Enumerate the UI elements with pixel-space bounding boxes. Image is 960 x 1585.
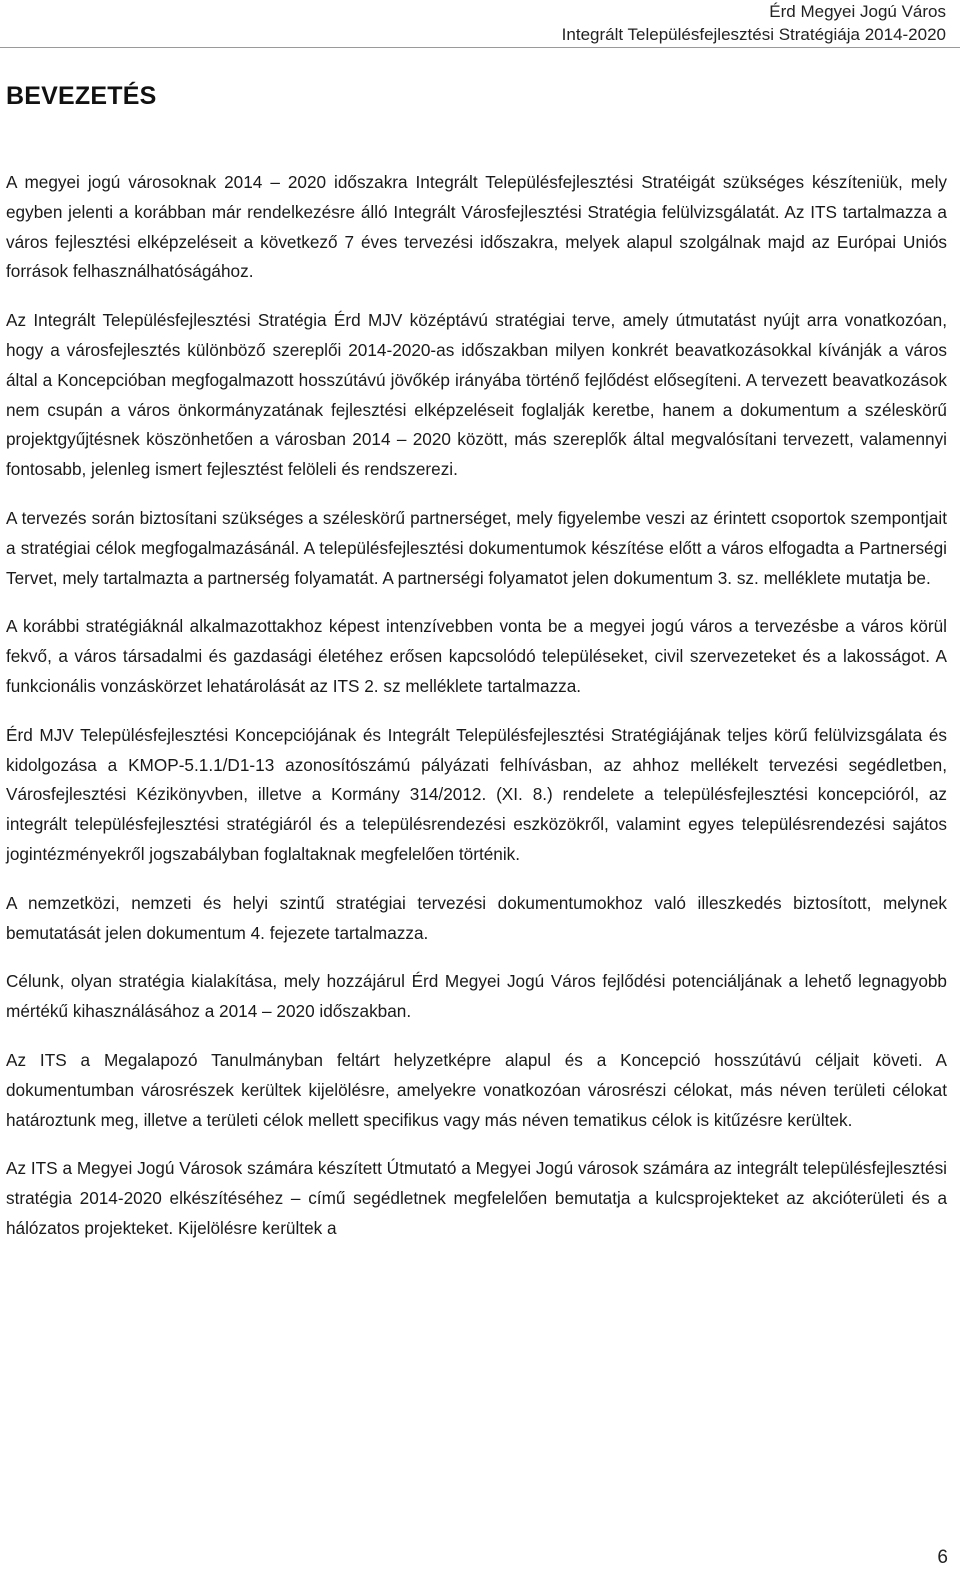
paragraph: Az Integrált Településfejlesztési Stratégia Érd MJV középtávú stratégiai terve, amely útmutatást nyújt arra vonatkozóan, hogy a városfejlesztés különböző szereplői 2014-2020-as időszakban milyen konkrét beavatkozásokkal kívánják a város által a Koncepcióban megfogalmazott hosszútávú jövőkép irányába történő fejlődést elősegíteni. A tervezett beavatkozások nem csupán a város önkormányzatának fejlesztési elképzeléseit foglalják keretbe, hanem a dokumentum a széleskörű projektgyűjtésnek köszönhetően a városban 2014 – 2020 között, más szereplők által megvalósítani tervezett, valamennyi fontosabb, jelenleg ismert fejlesztést felöleli és rendszerezi. bbox=[6, 310, 947, 480]
document-body bbox=[6, 168, 947, 1263]
paragraph: A tervezés során biztosítani szükséges a széleskörű partnerséget, mely figyelembe veszi az érintett csoportok szempontjait a stratégiai célok megfogalmazásánál. A településfejlesztési dokumentumok készítése előtt a város elfogadta a Partnerségi Tervet, mely tartalmazta a partnerség folyamatát. A partnerségi folyamatot jelen dokumentum 3. sz. melléklete mutatja be. bbox=[6, 507, 947, 588]
section-title: BEVEZETÉS bbox=[6, 82, 157, 110]
paragraph: Célunk, olyan stratégia kialakítása, mely hozzájárul Érd Megyei Jogú Város fejlődési potenciáljának a lehető legnagyobb mértékű kihasználásához a 2014 – 2020 időszakban. bbox=[6, 971, 947, 1022]
page-header bbox=[0, 0, 960, 48]
header-document-title: Integrált Településfejlesztési Stratégiája 2014-2020 bbox=[561, 25, 946, 44]
paragraph: Az ITS a Megyei Jogú Városok számára készített Útmutató a Megyei Jogú városok számára az integrált településfejlesztési stratégia 2014-2020 elkészítéséhez – című segédletnek megfelelően bemutatja a kulcsprojekteket az akcióterületi és a hálózatos projekteket. Kijelölésre kerültek a bbox=[6, 1158, 947, 1238]
paragraph: Érd MJV Településfejlesztési Koncepciójának és Integrált Településfejlesztési Stratégiájának teljes körű felülvizsgálata és kidolgozása a KMOP-5.1.1/D1-13 azonosítószámú pályázati felhívásban, az ahhoz mellékelt tervezési segédletben, Városfejlesztési Kézikönyvben, illetve a Kormány 314/2012. (XI. 8.) rendelete a településfejlesztési koncepcióról, az integrált településfejlesztési stratégiáról és a településrendezési eszközökről, valamint egyes településrendezési sajátos jogintézményekről jogszabályban foglaltaknak megfelelően történik. bbox=[6, 724, 947, 864]
paragraph: A megyei jogú városoknak 2014 – 2020 időszakra Integrált Településfejlesztési Stratéigát szükséges készíteniük, mely egyben jelenti a korábban már rendelkezésre álló Integrált Városfejlesztési Stratégia felülvizsgálatát. Az ITS tartalmazza a város fejlesztési elképzeléseit a következő 7 éves tervezési időszakra, melyek alapul szolgálnak majd az Európai Uniós források felhasználhatóságához. bbox=[6, 172, 947, 282]
paragraph: A korábbi stratégiáknál alkalmazottakhoz képest intenzívebben vonta be a megyei jogú város a tervezésbe a város körül fekvő, a város társadalmi és gazdasági életéhez erősen kapcsolódó településeket, civil szervezeteket és a lakosságot. A funkcionális vonzáskörzet lehatárolását az ITS 2. sz melléklete tartalmazza. bbox=[6, 616, 947, 696]
paragraph: A nemzetközi, nemzeti és helyi szintű stratégiai tervezési dokumentumokhoz való illeszkedés biztosított, melynek bemutatását jelen dokumentum 4. fejezete tartalmazza. bbox=[6, 892, 947, 943]
page-number: 6 bbox=[937, 1547, 948, 1568]
paragraph: Az ITS a Megalapozó Tanulmányban feltárt helyzetképre alapul és a Koncepció hosszútávú céljait követi. A dokumentumban városrészek kerültek kijelölésre, amelyekre vonatkozóan városrészi célokat, más néven területi célokat határoztunk meg, illetve a területi célok mellett specifikus vagy más néven tematikus célok is kitűzésre kerültek. bbox=[6, 1049, 947, 1130]
header-city-name: Érd Megyei Jogú Város bbox=[769, 2, 946, 21]
